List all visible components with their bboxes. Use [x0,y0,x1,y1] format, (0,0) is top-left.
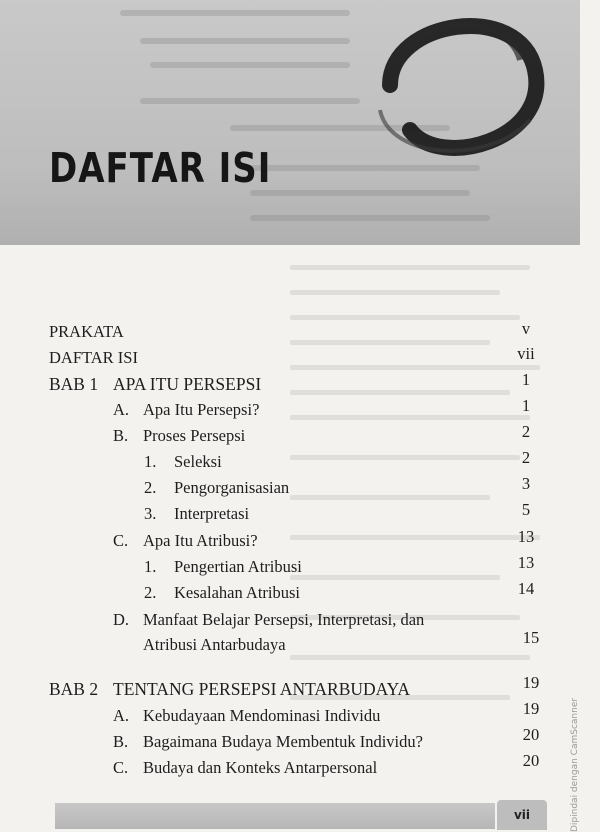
toc-entry-page: 15 [522,628,540,647]
toc-subsection-title[interactable]: Pengertian Atribusi [174,557,302,576]
toc-subsection-number: 3. [144,504,157,523]
toc-section-letter: B. [113,426,129,445]
toc-entry-page: 5 [521,500,531,519]
toc-subsection-number: 2. [144,478,157,497]
toc-entry[interactable] [49,321,124,343]
toc-section-letter: B. [113,732,129,751]
toc-entry-page: 20 [522,725,540,744]
toc-entry-label: PRAKATA [49,322,124,341]
toc-section-letter: D. [113,610,130,629]
toc-entry-page: 13 [517,527,535,546]
toc-entry-page: 20 [522,751,540,770]
toc-entry-page: 19 [522,673,540,692]
toc-entry-label: DAFTAR ISI [49,348,138,367]
toc-section-letter: A. [113,706,130,725]
toc-subsection-title[interactable]: Seleksi [174,452,222,471]
toc-section-title[interactable]: Apa Itu Atribusi? [143,531,258,550]
toc-section-title[interactable]: Apa Itu Persepsi? [143,400,260,419]
toc-entry-page: 19 [522,699,540,718]
toc-entry-page: 1 [521,396,531,415]
toc-chapter-title[interactable]: TENTANG PERSEPSI ANTARBUDAYA [113,679,411,699]
toc-subsection-number: 1. [144,557,157,576]
toc-entry-page: 14 [517,579,535,598]
toc-section-title[interactable]: Proses Persepsi [143,426,246,445]
toc-entry-page: 1 [521,370,531,389]
toc-section-title[interactable]: Kebudayaan Mendominasi Individu [143,706,381,725]
toc-entry-page: vii [517,344,535,363]
toc-chapter-number: BAB 1 [49,374,99,394]
toc-chapter-title[interactable]: APA ITU PERSEPSI [113,374,262,394]
toc-subsection-title[interactable]: Interpretasi [174,504,250,523]
toc-chapter-number: BAB 2 [49,679,99,699]
toc-section-title[interactable]: Bagaimana Budaya Membentuk Individu? [143,732,423,751]
toc-entry-page: 13 [517,553,535,572]
toc-section-letter: C. [113,531,129,550]
scanner-watermark: Dipindai dengan CamScanner [570,697,580,832]
toc-entry-page: 2 [521,448,531,467]
toc-section-letter: C. [113,758,129,777]
toc-subsection-number: 2. [144,583,157,602]
page-title: DAFTAR ISI [49,145,272,193]
footer-bar [55,803,495,829]
toc-subsection-title[interactable]: Pengorganisasian [174,478,290,497]
toc-entry-page: v [521,319,531,338]
toc-entry-page: 3 [521,474,531,493]
footer-page-number: vii [497,800,547,830]
toc-subsection-title[interactable]: Kesalahan Atribusi [174,583,301,602]
toc-section-letter: A. [113,400,130,419]
toc-section-title[interactable]: Manfaat Belajar Persepsi, Interpretasi, dan Atribusi Antarbudaya [143,610,425,654]
toc-section-title[interactable]: Budaya dan Konteks Antarpersonal [143,758,378,777]
toc-entry-page: 2 [521,422,531,441]
toc-subsection-number: 1. [144,452,157,471]
toc-entry[interactable] [49,347,138,369]
